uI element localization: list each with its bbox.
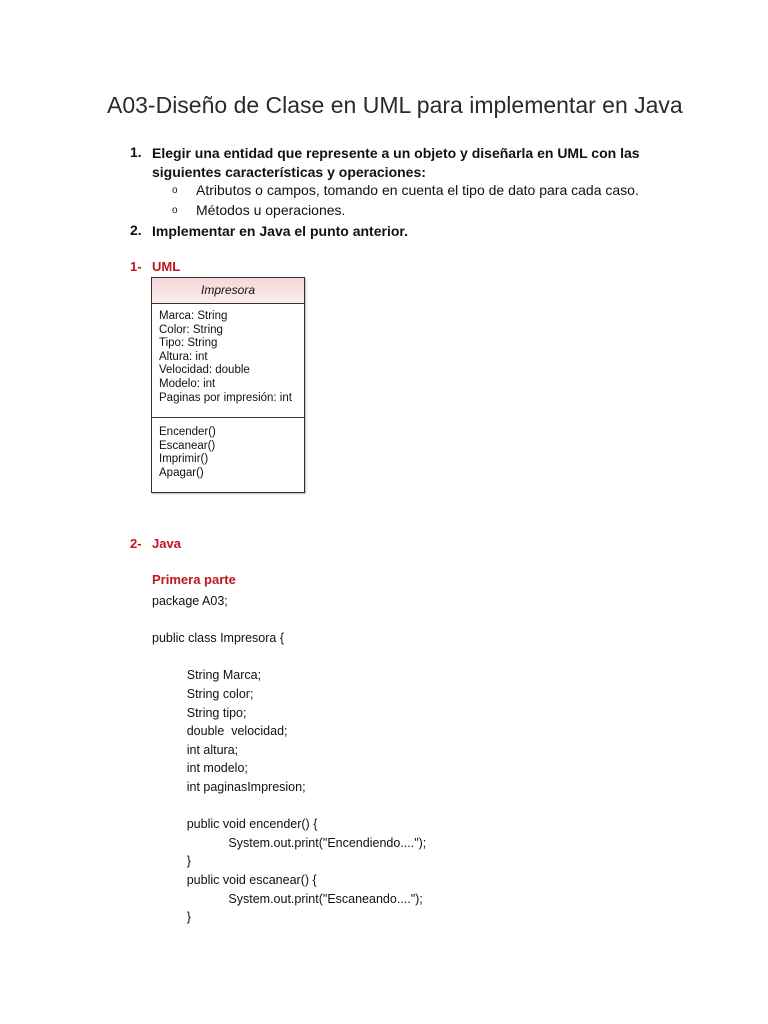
code-line: } [152, 910, 191, 925]
uml-class-diagram [151, 277, 305, 493]
code-line [152, 648, 426, 667]
code-line: public void escanear() { [152, 872, 317, 887]
code-line: public class Impresora { [152, 631, 285, 646]
code-line: String Marca; [152, 668, 262, 683]
uml-attributes [152, 304, 304, 418]
instruction-text-line-2: siguientes características y operaciones: [152, 164, 426, 180]
section-label: UML [152, 259, 181, 274]
uml-attribute: Tipo: String [159, 337, 218, 350]
instruction-number: 1. [130, 144, 142, 160]
code-line: System.out.print("Encendiendo...."); [152, 835, 427, 850]
code-line: String tipo; [152, 705, 247, 720]
subitem-text: Atributos o campos, tomando en cuenta el tipo de dato para cada caso. [196, 182, 639, 198]
java-subtitle-row [152, 572, 236, 587]
subitem-text: Métodos u operaciones. [196, 202, 346, 218]
section-label: Java [152, 536, 181, 551]
code-line: String color; [152, 686, 254, 701]
uml-attribute: Paginas por impresión: int [159, 391, 292, 404]
instruction-text-line-1: Elegir una entidad que represente a un objeto y diseñarla en UML con las [152, 145, 640, 161]
uml-attribute: Color: String [159, 323, 223, 336]
bullet-icon: o [172, 205, 178, 216]
bullet-icon: o [172, 185, 178, 196]
code-line: public void encender() { [152, 817, 318, 832]
instruction-text-line-1: Implementar en Java el punto anterior. [152, 223, 408, 239]
section-number: 2- [130, 536, 142, 551]
code-line: } [152, 854, 191, 869]
uml-attribute: Modelo: int [159, 377, 216, 390]
section-uml-heading [130, 259, 181, 274]
document-title: A03-Diseño de Clase en UML para implementar en Java [107, 92, 683, 118]
code-line: package A03; [152, 594, 228, 608]
section-number: 1- [130, 259, 142, 274]
code-line: int altura; [152, 742, 239, 757]
section-java-heading [130, 536, 181, 551]
code-line: double velocidad; [152, 724, 288, 739]
uml-attribute: Altura: int [159, 350, 208, 363]
uml-attribute: Velocidad: double [159, 364, 250, 377]
uml-operation: Encender() [159, 426, 216, 438]
java-code-block [152, 592, 426, 927]
uml-operation: Apagar() [159, 466, 204, 479]
uml-operation: Imprimir() [159, 453, 209, 466]
code-line [152, 611, 426, 630]
java-subtitle: Primera parte [152, 572, 236, 587]
code-line: int modelo; [152, 761, 248, 776]
code-line: int paginasImpresion; [152, 779, 306, 794]
uml-operations [152, 418, 304, 480]
code-line [152, 797, 426, 816]
uml-attribute: Marca: String [159, 310, 228, 322]
uml-operation: Escanear() [159, 439, 216, 452]
code-line: System.out.print("Escaneando...."); [152, 891, 423, 906]
uml-class-name: Impresora [152, 278, 304, 304]
instruction-number: 2. [130, 222, 142, 238]
